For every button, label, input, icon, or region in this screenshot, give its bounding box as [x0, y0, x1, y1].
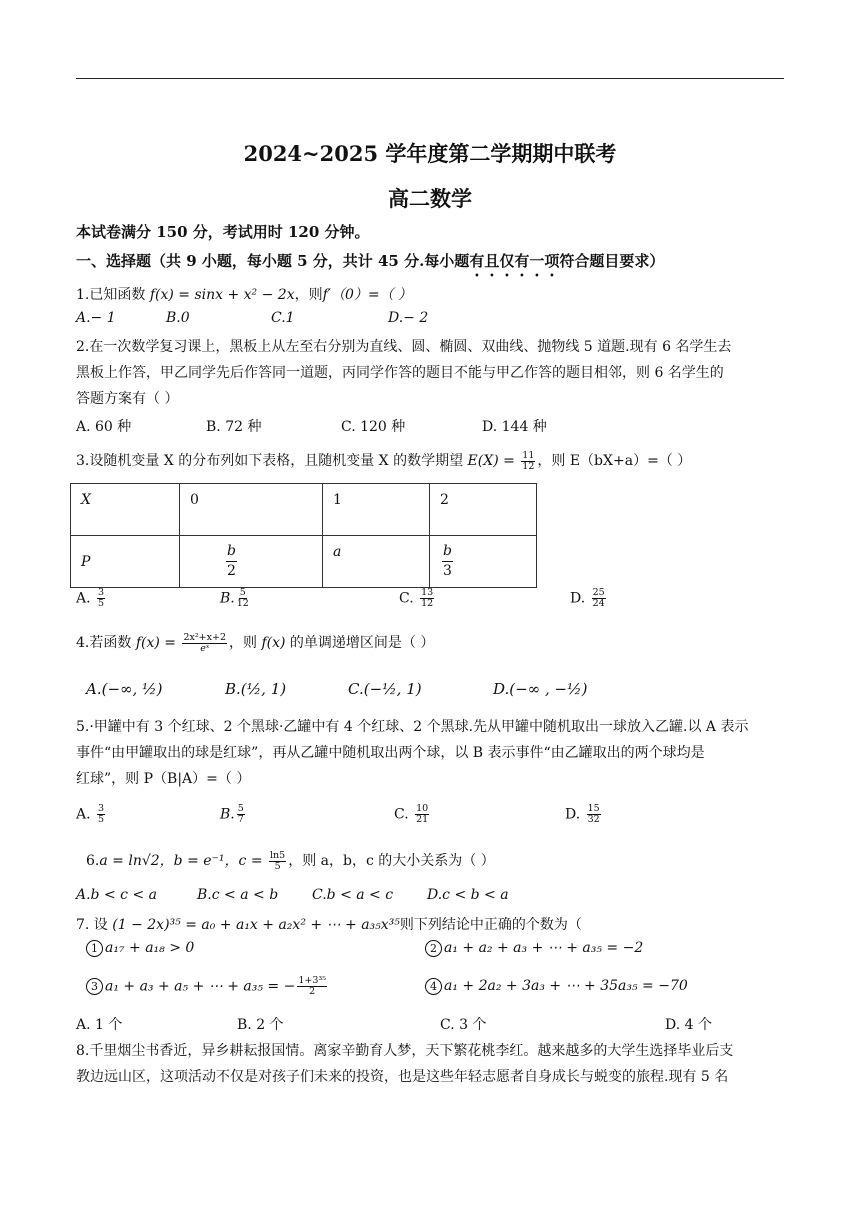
q7-statement-2 — [425, 940, 643, 957]
q4-text-c: 的单调递增区间是（ ） — [289, 635, 435, 651]
question-1-stem — [76, 284, 412, 304]
section-heading-pre: 一、选择题（共 9 小题，每小题 5 分，共计 45 分.每小题 — [76, 252, 470, 270]
section-heading-post: 符合题目要求） — [559, 252, 665, 270]
q7-text: 7. 设 — [76, 917, 108, 933]
q2-line-1: 2.在一次数学复习课上，黑板上从左至右分别为直线、圆、椭圆、双曲线、抛物线 5 道题.现有 6 名学生去 — [76, 339, 732, 355]
q4-option-c: C.(−½, 1) — [348, 680, 422, 698]
option-fraction — [420, 588, 434, 609]
q3-expectation: E(X) = — [467, 453, 515, 469]
fraction-denominator: 7 — [237, 813, 244, 825]
fraction-denominator: 5 — [98, 813, 105, 825]
distribution-table — [70, 483, 537, 588]
table-cell — [180, 536, 323, 588]
fraction-numerator: 1+3³⁵ — [298, 975, 327, 986]
q7-expansion: (1 − 2x)³⁵ = a₀ + a₁x + a₂x² + ⋯ + a₃₅x³⁵ — [112, 917, 400, 933]
fraction-denominator: 2 — [227, 563, 236, 579]
statement-text: a₁ + a₂ + a₃ + ⋯ + a₃₅ = −2 — [444, 940, 644, 956]
circle-number: 3 — [86, 978, 103, 995]
q4-option-a: A.(−∞, ½) — [86, 680, 163, 698]
q4-option-d: D.(−∞ , −½) — [493, 680, 588, 698]
statement-text: a₁ + a₃ + a₅ + ⋯ + a₃₅ = − — [105, 978, 296, 995]
q1-derivative: f′（0）=（ ） — [322, 287, 413, 303]
q1-option-b: B.0 — [166, 310, 190, 326]
fraction-numerator: b — [442, 542, 453, 562]
q5-line-3: 红球”，则 P（B|A）=（ ） — [76, 771, 251, 787]
q6-option-c: C.b < a < c — [312, 887, 394, 903]
q5-option-c — [394, 804, 431, 825]
fraction-denominator: 5 — [274, 860, 281, 872]
circle-number: 4 — [425, 978, 442, 995]
table-cell: X — [71, 484, 180, 536]
q5-option-b — [220, 804, 247, 825]
q5-option-d — [565, 804, 603, 825]
fraction-numerator: b — [226, 542, 237, 562]
table-cell: 1 — [323, 484, 430, 536]
q3-option-b — [220, 588, 251, 609]
fraction-numerator: 25 — [592, 587, 605, 598]
q8-line-1: 8.千里烟尘书香近，异乡耕耘报国情。离家辛勤育人梦，天下繁花桃李红。越来越多的大学生选择毕业后支 — [76, 1043, 734, 1059]
q6-text: 6. — [86, 853, 100, 869]
fraction-numerator: 3 — [98, 803, 105, 814]
q6-option-a: A.b < c < a — [76, 887, 157, 903]
option-label: A. — [76, 806, 91, 823]
q5-line-2: 事件“由甲罐取出的球是红球”，再从乙罐中随机取出两个球，以 B 表示事件“由乙罐取出的两个球均是 — [76, 745, 705, 761]
exam-intro: 本试卷满分 150 分，考试用时 120 分钟。 — [76, 223, 370, 241]
q4-function-fraction — [182, 633, 227, 654]
cell-fraction — [226, 542, 237, 581]
q7-option-c: C. 3 个 — [440, 1017, 487, 1033]
option-label: D. — [565, 806, 581, 823]
fraction-denominator: 12 — [522, 460, 535, 472]
q6-c-fraction — [269, 851, 286, 872]
q2-line-2: 黑板上作答，甲乙同学先后作答同一道题，丙同学作答的题目不能与甲乙作答的题目相邻，则 6 名学生的 — [76, 365, 724, 381]
statement-text: a₁ + 2a₂ + 3a₃ + ⋯ + 35a₃₅ = −70 — [444, 978, 688, 994]
fraction-denominator: eˣ — [200, 642, 210, 654]
q5-option-a — [76, 804, 107, 825]
subject-title: 高二数学 — [388, 186, 472, 211]
table-cell: a — [323, 536, 430, 588]
exam-title: 2024~2025 学年度第二学期期中联考 — [243, 141, 617, 166]
q2-option-a: A. 60 种 — [76, 419, 132, 435]
q3-option-c — [399, 588, 436, 609]
option-label: D. — [570, 590, 586, 607]
q3-text: 3.设随机变量 X 的分布列如下表格，且随机变量 X 的数学期望 — [76, 453, 464, 469]
option-fraction — [415, 804, 429, 825]
q7-statement-1 — [86, 940, 194, 957]
fraction-numerator: 5 — [237, 803, 244, 814]
q1-option-d: D.− 2 — [388, 310, 429, 326]
q3-option-a — [76, 588, 107, 609]
q3-text-b: ，则 E（bX+a）=（ ） — [537, 453, 692, 469]
q6-definitions: a = ln√2，b = e⁻¹，c = — [99, 853, 263, 869]
option-fraction — [97, 804, 105, 825]
fraction-numerator: 11 — [522, 449, 535, 461]
circle-number: 1 — [86, 940, 103, 957]
q4-text-b: ，则 — [229, 635, 257, 651]
statement-text: a₁₇ + a₁₈ > 0 — [105, 940, 195, 956]
option-fraction — [587, 804, 601, 825]
q4-stem — [76, 632, 434, 653]
q4-text: 4.若函数 — [76, 635, 132, 651]
table-row — [71, 484, 537, 536]
q2-option-b: B. 72 种 — [206, 419, 262, 435]
q2-option-c: C. 120 种 — [341, 419, 406, 435]
q5-line-1: 5.·甲罐中有 3 个红球、2 个黑球·乙罐中有 4 个红球、2 个黑球.先从甲罐中随机取出一球放入乙罐.以 A 表示 — [76, 719, 749, 735]
fraction-numerator: 13 — [421, 587, 434, 598]
fraction-numerator: 2x²+x+2 — [183, 631, 226, 643]
q3-option-d — [570, 588, 608, 609]
q6-option-d: D.c < b < a — [427, 887, 509, 903]
q1-text: 1.已知函数 — [76, 287, 146, 303]
fraction-numerator: 10 — [416, 803, 429, 814]
q3-expectation-fraction — [521, 451, 535, 472]
option-label: B. — [220, 590, 235, 607]
q1-function: f(x) = sinx + x² − 2x — [149, 287, 295, 303]
option-label: C. — [394, 806, 409, 823]
q7-statement-3 — [86, 976, 329, 997]
q1-option-c: C.1 — [271, 310, 295, 326]
q7-text-b: 则下列结论中正确的个数为（ — [399, 917, 582, 933]
q4-option-b: B.(½, 1) — [225, 680, 287, 698]
q4-fx: f(x) — [261, 635, 286, 651]
option-fraction — [97, 588, 105, 609]
fraction-denominator: 24 — [592, 597, 605, 609]
q1-option-a: A.− 1 — [76, 310, 116, 326]
option-fraction — [237, 588, 249, 609]
q7-statement-4 — [425, 978, 688, 995]
fraction-denominator: 3 — [443, 563, 452, 579]
table-cell — [430, 536, 537, 588]
q6-text-b: ，则 a，b，c 的大小关系为（ ） — [288, 853, 495, 869]
option-label: A. — [76, 590, 91, 607]
q7-stem — [76, 914, 582, 934]
circle-number: 2 — [425, 940, 442, 957]
fraction-denominator: 2 — [309, 985, 316, 997]
fraction-denominator: 12 — [236, 597, 249, 609]
table-cell: 2 — [430, 484, 537, 536]
fraction-denominator: 5 — [98, 597, 105, 609]
fraction-denominator: 21 — [416, 813, 429, 825]
q7-option-b: B. 2 个 — [237, 1017, 284, 1033]
q3-stem — [76, 450, 691, 471]
q2-option-d: D. 144 种 — [482, 419, 547, 435]
statement-fraction — [297, 976, 327, 997]
fraction-denominator: 32 — [587, 813, 600, 825]
cell-fraction — [442, 542, 453, 581]
option-label: C. — [399, 590, 414, 607]
fraction-numerator: 5 — [239, 587, 246, 598]
q2-line-3: 答题方案有（ ） — [76, 391, 179, 407]
fraction-numerator: 15 — [587, 803, 600, 814]
fraction-numerator: ln5 — [270, 849, 286, 861]
fraction-denominator: 12 — [421, 597, 434, 609]
q6-option-b: B.c < a < b — [197, 887, 279, 903]
table-cell: 0 — [180, 484, 323, 536]
q7-option-d: D. 4 个 — [665, 1017, 712, 1033]
fraction-numerator: 3 — [98, 587, 105, 598]
q4-function-lhs: f(x) = — [135, 635, 176, 651]
q1-text-b: ，则 — [294, 287, 323, 303]
table-cell: P — [71, 536, 180, 588]
q6-stem — [86, 850, 495, 871]
q7-option-a: A. 1 个 — [76, 1017, 123, 1033]
section-heading-emphasis: 有且仅有一项 — [469, 252, 560, 270]
option-fraction — [592, 588, 606, 609]
header-rule — [76, 78, 784, 79]
option-fraction — [237, 804, 245, 825]
q8-line-2: 教边远山区，这项活动不仅是对孩子们未来的投资，也是这些年轻志愿者自身成长与蜕变的旅程.现有 5 名 — [76, 1069, 729, 1085]
table-row — [71, 536, 537, 588]
option-label: B. — [220, 806, 235, 823]
section-heading — [76, 250, 664, 280]
